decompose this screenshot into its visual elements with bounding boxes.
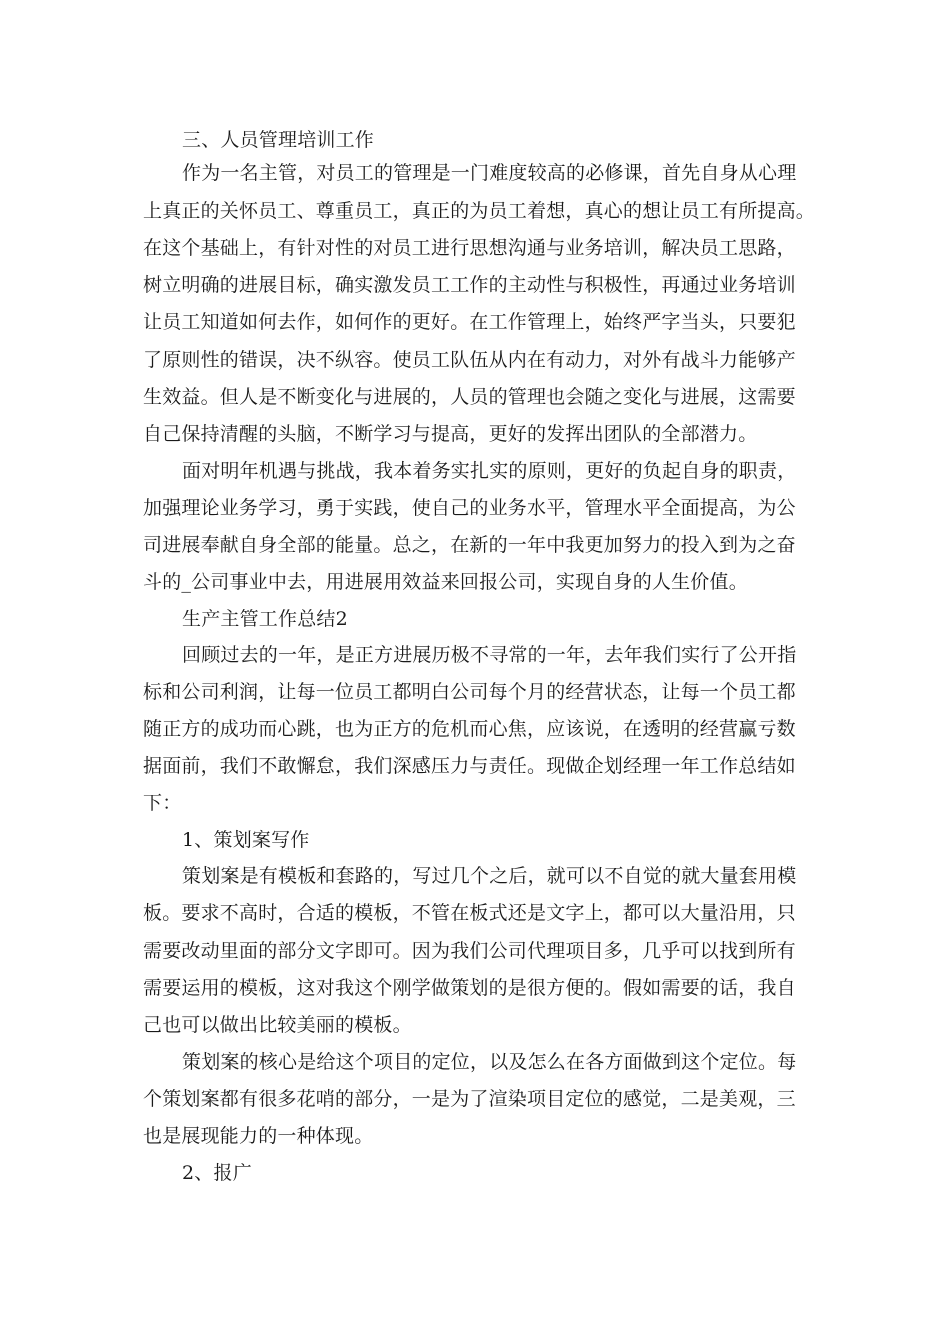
section-heading: 1、策划案写作 [182,829,310,851]
text-line: 策划案是有模板和套路的，写过几个之后，就可以不自觉的就大量套用模 [182,865,797,887]
text-line: 需要运用的模板，这对我这个刚学做策划的是很方便的。假如需要的话，我自 [143,977,796,999]
text-line: 板。要求不高时，合适的模板，不管在板式还是文字上，都可以大量沿用，只 [143,902,796,924]
text-line: 标和公司利润，让每一位员工都明白公司每个月的经营状态，让每一个员工都 [143,681,796,703]
text-line: 让员工知道如何去作，如何作的更好。在工作管理上，始终严字当头，只要犯 [143,311,796,333]
text-line: 下： [143,792,182,814]
text-line: 己也可以做出比较美丽的模板。 [143,1014,412,1036]
section-heading: 生产主管工作总结2 [182,608,348,630]
text-line: 自己保持清醒的头脑，不断学习与提高，更好的发挥出团队的全部潜力。 [143,423,758,445]
text-line: 作为一名主管，对员工的管理是一门难度较高的必修课，首先自身从心理 [182,162,797,184]
section-heading: 2、报广 [182,1162,252,1184]
text-line: 加强理论业务学习，勇于实践，使自己的业务水平，管理水平全面提高，为公 [143,497,796,519]
text-line: 树立明确的进展目标，确实激发员工工作的主动性与积极性，再通过业务培训 [143,274,796,296]
text-line: 面对明年机遇与挑战，我本着务实扎实的原则，更好的负起自身的职责， [182,460,797,482]
text-line: 回顾过去的一年，是正方进展历极不寻常的一年，去年我们实行了公开指 [182,644,797,666]
section-heading: 三、人员管理培训工作 [182,129,375,151]
text-line: 需要改动里面的部分文字即可。因为我们公司代理项目多，几乎可以找到所有 [143,940,796,962]
text-line: 也是展现能力的一种体现。 [143,1125,374,1147]
text-line: 在这个基础上，有针对性的对员工进行思想沟通与业务培训，解决员工思路， [143,237,796,259]
text-line: 上真正的关怀员工、尊重员工，真正的为员工着想，真心的想让员工有所提高。 [143,200,816,222]
text-line: 个策划案都有很多花哨的部分，一是为了渲染项目定位的感觉，二是美观，三 [143,1088,796,1110]
text-line: 随正方的成功而心跳，也为正方的危机而心焦，应该说，在透明的经营赢亏数 [143,718,796,740]
text-line: 司进展奉献自身全部的能量。总之，在新的一年中我更加努力的投入到为之奋 [143,534,796,556]
text-line: 生效益。但人是不断变化与进展的，人员的管理也会随之变化与进展，这需要 [143,386,796,408]
text-line: 了原则性的错误，决不纵容。使员工队伍从内在有动力，对外有战斗力能够产 [143,349,796,371]
text-line: 斗的_公司事业中去，用进展用效益来回报公司，实现自身的人生价值。 [143,571,748,593]
text-line: 据面前，我们不敢懈怠，我们深感压力与责任。现做企划经理一年工作总结如 [143,755,796,777]
text-line: 策划案的核心是给这个项目的定位，以及怎么在各方面做到这个定位。每 [182,1051,797,1073]
